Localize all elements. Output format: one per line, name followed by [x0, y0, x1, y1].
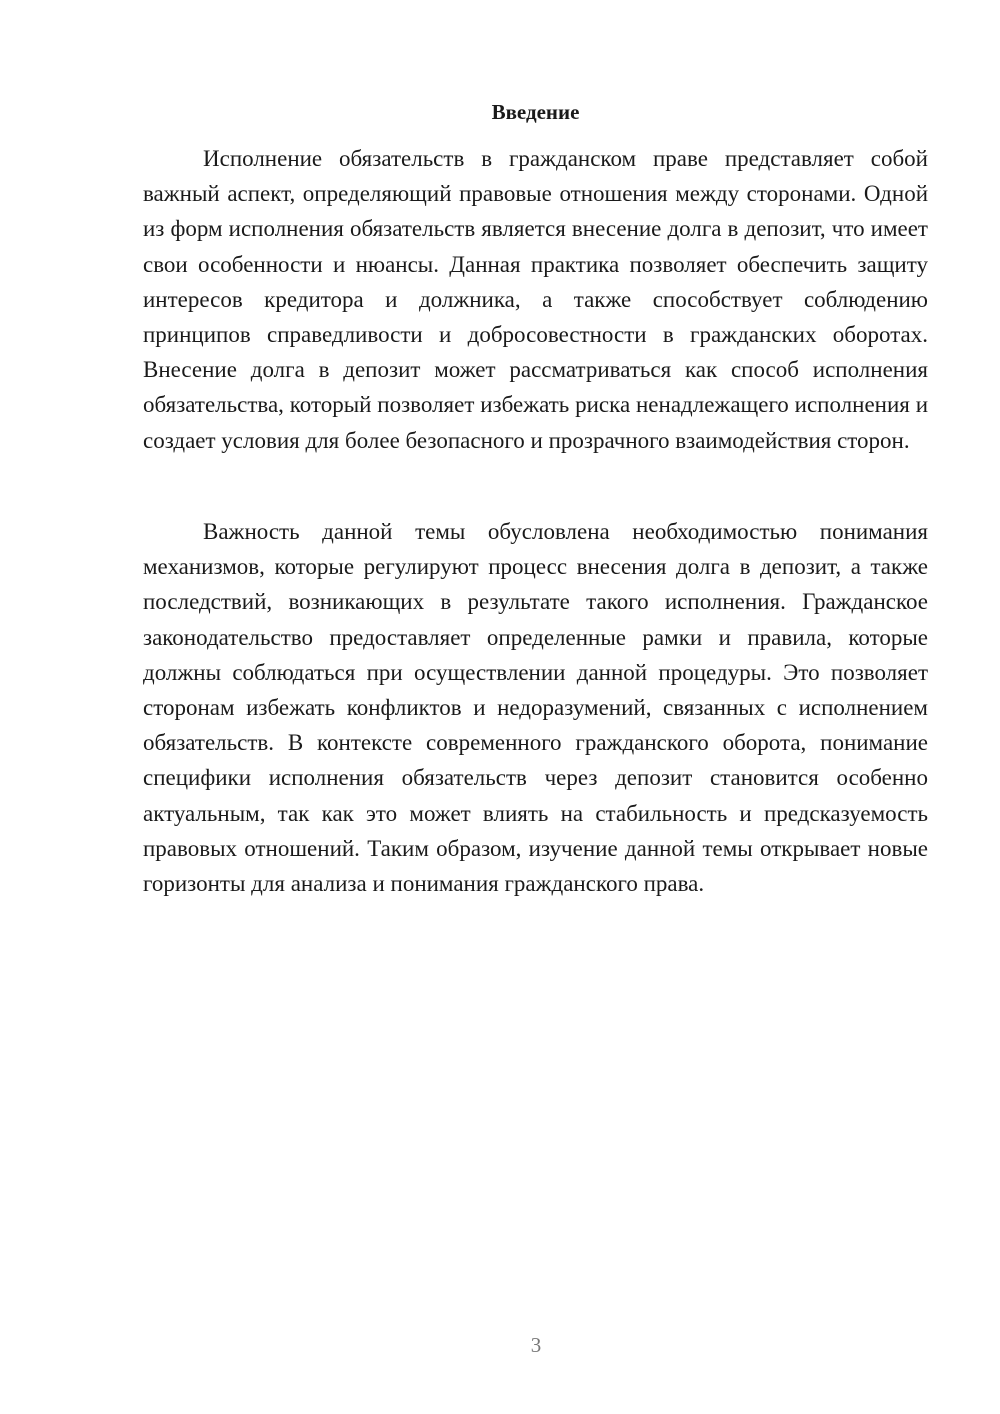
paragraph-2: Важность данной темы обусловлена необходимостью понимания механизмов, которые регулируют процесс внесения долга в депозит, а также последствий, возникающих в результате такого исполнения. Гражданское законодательство предоставляет определенные рамки и правила, которые должны соблюдаться при осуществлении данной процедуры. Это позволяет сторонам избежать конфликтов и недоразумений, связанных с исполнением обязательств. В контексте современного гражданского оборота, понимание специфики исполнения обязательств через депозит становится особенно актуальным, так как это может влиять на стабильность и предсказуемость правовых отношений. Таким образом, изучение данной темы открывает новые горизонты для анализа и понимания гражданского права.: [143, 519, 928, 897]
section-title: Введение: [491, 100, 580, 124]
paragraph-1: Исполнение обязательств в гражданском праве представляет собой важный аспект, определяющий правовые отношения между сторонами. Одной из форм исполнения обязательств является внесение долга в депозит, что имеет свои особенности и нюансы. Данная практика позволяет обеспечить защиту интересов кредитора и должника, а также способствует соблюдению принципов справедливости и добросовестности в гражданских оборотах. Внесение долга в депозит может рассматриваться как способ исполнения обязательства, который позволяет избежать риска ненадлежащего исполнения и создает условия для более безопасного и прозрачного взаимодействия сторон.: [143, 146, 928, 453]
page-number: 3: [530, 1333, 542, 1357]
